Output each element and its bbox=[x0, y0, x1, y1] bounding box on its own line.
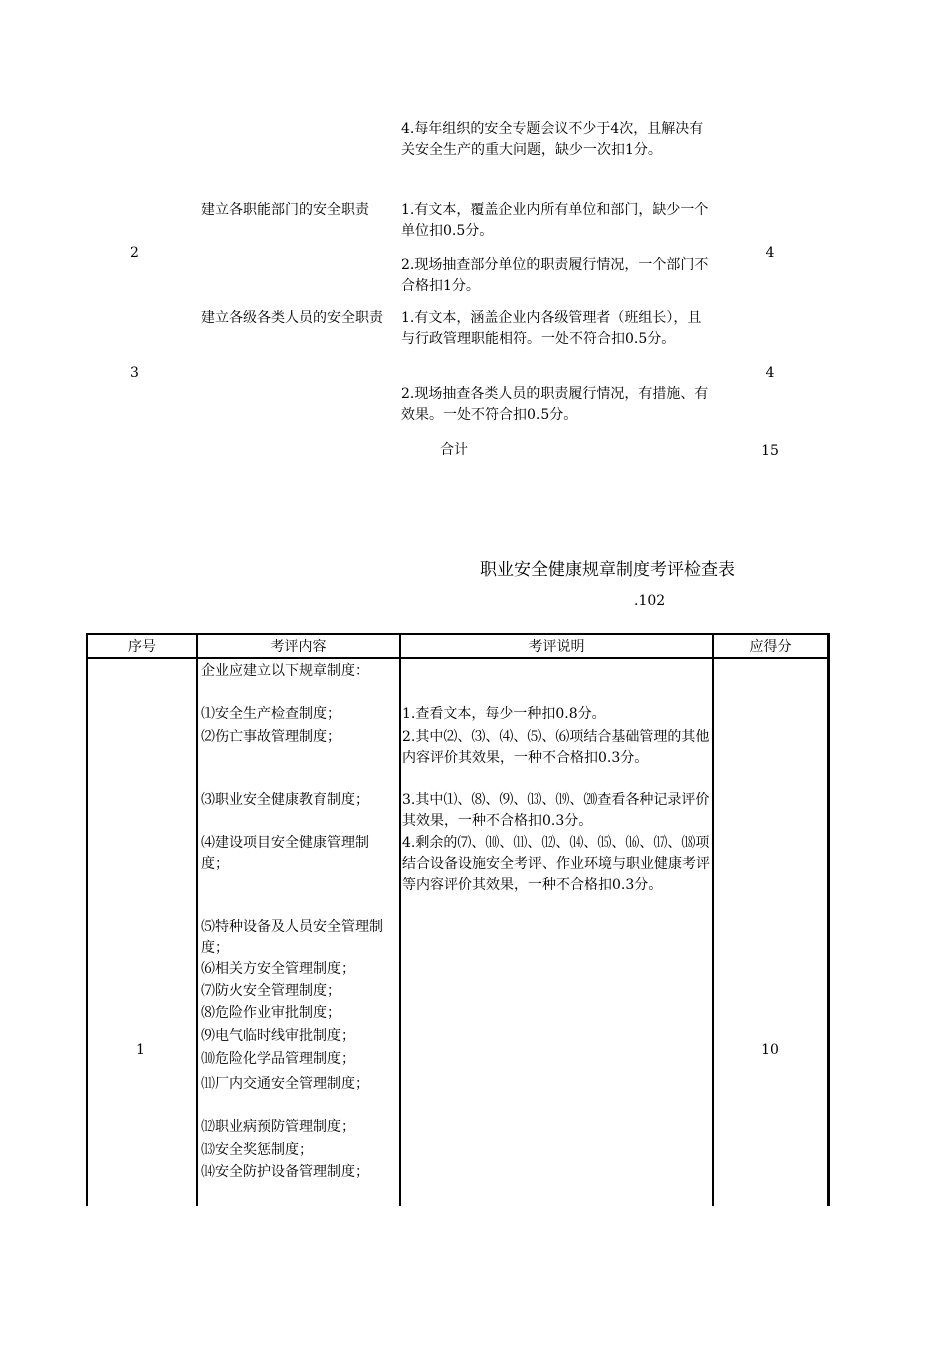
row-3-item-2: 2.现场抽查各类人员的职责履行情况，有措施、有效果。一处不符合扣0.5分。 bbox=[401, 386, 709, 423]
row-3-item-1: 1.有文本，涵盖企业内各级管理者（班组长），且与行政管理职能相符。一处不符合扣0.5分。 bbox=[401, 310, 702, 347]
content-line: ⑵伤亡事故管理制度； bbox=[201, 729, 341, 745]
content-line: ⑼电气临时线审批制度； bbox=[201, 1028, 355, 1044]
content-line: ⑸特种设备及人员安全管理制度； bbox=[201, 919, 383, 956]
row-2-number: 2 bbox=[130, 245, 139, 261]
table-col-border-0 bbox=[86, 633, 88, 1206]
header-content: 考评内容 bbox=[270, 639, 327, 655]
row-3-content: 建立各级各类人员的安全职责 bbox=[201, 310, 383, 326]
content-line: ⑷建设项目安全健康管理制度； bbox=[201, 835, 369, 872]
header-number: 序号 bbox=[128, 639, 156, 655]
description-item: 2.其中⑵、⑶、⑷、⑸、⑹项结合基础管理的其他内容评价其效果，一种不合格扣0.3分。 bbox=[402, 729, 710, 766]
table-col-border-1 bbox=[196, 633, 198, 1206]
content-line: ⑾厂内交通安全管理制度； bbox=[201, 1076, 369, 1092]
header-description: 考评说明 bbox=[528, 639, 585, 655]
content-line: ⑹相关方安全管理制度； bbox=[201, 961, 355, 977]
row-1-score: 10 bbox=[761, 1042, 779, 1058]
description-item: 1.查看文本，每少一种扣0.8分。 bbox=[402, 706, 606, 722]
row-3-score: 4 bbox=[765, 365, 775, 381]
table-col-border-3 bbox=[712, 633, 714, 1206]
section-title: 职业安全健康规章制度考评检查表 bbox=[480, 560, 735, 580]
content-line: ⑿职业病预防管理制度； bbox=[201, 1119, 355, 1135]
content-line: 企业应建立以下规章制度： bbox=[201, 663, 369, 679]
top-item-4: 4.每年组织的安全专题会议不少于4次，且解决有关安全生产的重大问题，缺少一次扣1分。 bbox=[401, 121, 704, 158]
table-col-border-4 bbox=[827, 633, 830, 1206]
section-code: .102 bbox=[634, 593, 666, 609]
total-label: 合计 bbox=[440, 442, 468, 458]
content-line: ⒀安全奖惩制度； bbox=[201, 1142, 313, 1158]
content-line: ⑻危险作业审批制度； bbox=[201, 1005, 341, 1021]
description-item: 4.剩余的⑺、⑽、⑾、⑿、⒁、⒂、⒃、⒄、⒅项结合设备设施安全考评、作业环境与职业健康考评等内容评价其效果，一种不合格扣0.3分。 bbox=[402, 835, 710, 893]
row-2-score: 4 bbox=[765, 245, 775, 261]
row-2-item-2: 2.现场抽查部分单位的职责履行情况，一个部门不合格扣1分。 bbox=[401, 257, 709, 294]
content-line: ⑺防火安全管理制度； bbox=[201, 983, 341, 999]
content-line: ⑽危险化学品管理制度； bbox=[201, 1051, 355, 1067]
header-score: 应得分 bbox=[749, 639, 792, 655]
content-line: ⒁安全防护设备管理制度； bbox=[201, 1164, 369, 1180]
content-line: ⑶职业安全健康教育制度； bbox=[201, 792, 369, 808]
row-3-number: 3 bbox=[130, 365, 139, 381]
row-2-content: 建立各职能部门的安全职责 bbox=[201, 202, 369, 218]
description-item: 3.其中⑴、⑻、⑼、⒀、⒆、⒇查看各种记录评价其效果，一种不合格扣0.3分。 bbox=[402, 792, 710, 829]
table-col-border-2 bbox=[399, 633, 401, 1206]
row-2-item-1: 1.有文本，覆盖企业内所有单位和部门，缺少一个单位扣0.5分。 bbox=[401, 202, 709, 239]
total-value: 15 bbox=[761, 443, 779, 459]
row-1-number: 1 bbox=[136, 1042, 145, 1058]
content-line: ⑴安全生产检查制度； bbox=[201, 706, 341, 722]
